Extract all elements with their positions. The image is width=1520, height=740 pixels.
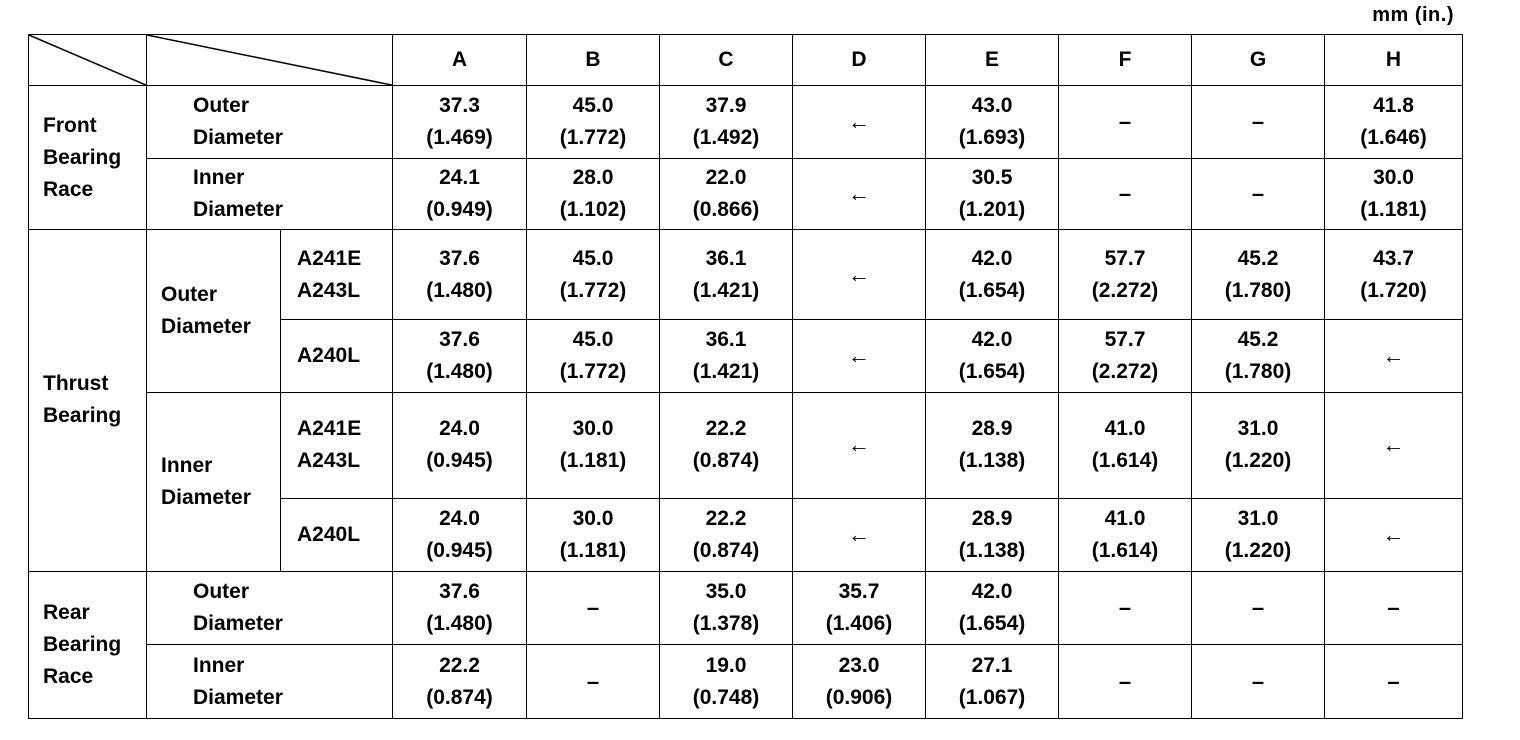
sub-label-inner-diameter: Inner Diameter (147, 645, 393, 719)
value-mm: 28.9 (971, 506, 1013, 530)
value-cell-b (527, 499, 660, 572)
value-mm: 45.2 (1237, 328, 1279, 351)
value-mm: 27.1 (971, 653, 1013, 677)
value-cell-e (926, 499, 1059, 572)
value-cell-f (1059, 499, 1192, 572)
value-mm: 36.1 (705, 246, 747, 270)
value-cell-g (1192, 320, 1325, 393)
value-in: (0.866) (692, 197, 760, 221)
value-cell-a (393, 320, 527, 393)
value-mm: 35.0 (705, 580, 747, 603)
value-cell-e (926, 86, 1059, 159)
value-in: (1.421) (692, 278, 760, 302)
col-header-f: F (1059, 35, 1192, 86)
not-applicable-dash: – (1251, 668, 1265, 694)
value-cell-d (793, 392, 926, 498)
col-header-b: B (527, 35, 660, 86)
value-in: (1.406) (825, 612, 893, 635)
value-cell-b (527, 158, 660, 230)
value-in: (0.906) (825, 685, 893, 709)
sub-label-inner-diameter: Inner Diameter (147, 158, 393, 230)
value-in: (1.181) (559, 449, 627, 473)
not-applicable-dash: – (1387, 595, 1400, 620)
value-cell-h (1325, 158, 1463, 230)
section-label-thrust-bearing: Thrust Bearing (29, 230, 147, 571)
value-cell-c (660, 499, 793, 572)
value-in: (1.201) (958, 197, 1026, 221)
value-mm: 37.6 (439, 246, 480, 270)
value-mm: 41.0 (1104, 417, 1146, 441)
value-cell-a (393, 571, 527, 645)
not-applicable-dash: – (1387, 668, 1400, 694)
diagonal-line (29, 35, 146, 85)
table-row (29, 571, 1463, 645)
col-header-c: C (660, 35, 793, 86)
value-mm: 37.6 (439, 328, 480, 351)
value-in: (1.780) (1224, 278, 1292, 302)
value-in: (2.272) (1091, 360, 1159, 383)
bearing-race-spec-table (28, 34, 1463, 719)
value-cell-c (660, 645, 793, 719)
value-mm: 37.6 (439, 580, 480, 603)
value-mm: 35.7 (838, 580, 880, 603)
value-in: (1.780) (1224, 360, 1292, 383)
value-cell-a (393, 645, 527, 719)
value-mm: 45.0 (572, 93, 614, 117)
value-cell-h (1325, 645, 1463, 719)
value-cell-h (1325, 86, 1463, 159)
value-in: (1.181) (1360, 197, 1427, 221)
value-cell-b (527, 392, 660, 498)
value-cell-c (660, 158, 793, 230)
value-in: (0.945) (426, 538, 493, 562)
value-cell-d (793, 645, 926, 719)
value-mm: 22.0 (705, 165, 747, 189)
same-as-left-arrow-icon: ← (848, 432, 870, 458)
value-cell-e (926, 230, 1059, 320)
value-mm: 45.0 (572, 246, 614, 270)
same-as-left-arrow-icon: ← (848, 180, 870, 206)
value-cell-g (1192, 571, 1325, 645)
value-cell-e (926, 571, 1059, 645)
value-cell-d (793, 320, 926, 393)
value-cell-e (926, 158, 1059, 230)
section-label-front-bearing-race: Front Bearing Race (29, 86, 147, 230)
model-label-a241e-a243l: A241E A243L (281, 392, 393, 498)
value-cell-f (1059, 230, 1192, 320)
same-as-left-arrow-icon: ← (848, 343, 870, 368)
value-cell-b (527, 645, 660, 719)
same-as-left-arrow-icon: ← (1382, 521, 1405, 547)
value-cell-a (393, 499, 527, 572)
value-in: (1.181) (559, 538, 627, 562)
value-in: (1.220) (1224, 538, 1292, 562)
value-cell-g (1192, 86, 1325, 159)
value-in: (1.138) (958, 538, 1026, 562)
value-cell-c (660, 320, 793, 393)
value-mm: 30.5 (971, 165, 1013, 189)
value-mm: 45.2 (1237, 246, 1279, 270)
value-mm: 22.2 (705, 417, 747, 441)
value-cell-b (527, 230, 660, 320)
value-mm: 22.2 (705, 506, 747, 530)
same-as-left-arrow-icon: ← (1382, 343, 1405, 368)
value-in: (1.654) (958, 360, 1026, 383)
table-row (29, 86, 1463, 159)
value-cell-c (660, 571, 793, 645)
value-in: (0.874) (426, 685, 493, 709)
value-cell-b (527, 320, 660, 393)
value-cell-f (1059, 571, 1192, 645)
value-in: (1.480) (426, 612, 493, 635)
value-mm: 24.0 (439, 417, 480, 441)
value-mm: 19.0 (705, 653, 747, 677)
value-cell-g (1192, 499, 1325, 572)
not-applicable-dash: – (1118, 595, 1132, 620)
model-label-a240l: A240L (281, 320, 393, 393)
model-label-a241e-a243l: A241E A243L (281, 230, 393, 320)
value-cell-e (926, 392, 1059, 498)
col-header-g: G (1192, 35, 1325, 86)
value-cell-f (1059, 645, 1192, 719)
value-cell-e (926, 645, 1059, 719)
value-cell-b (527, 86, 660, 159)
value-in: (0.874) (692, 538, 760, 562)
sub-label-outer-diameter: Outer Diameter (147, 86, 393, 159)
not-applicable-dash: – (1118, 108, 1132, 134)
value-mm: 24.0 (439, 506, 480, 530)
diagonal-line (147, 35, 392, 85)
not-applicable-dash: – (1118, 668, 1132, 694)
sub-label-outer-diameter: Outer Diameter (147, 571, 393, 645)
value-in: (1.772) (559, 125, 627, 149)
value-mm: 41.0 (1104, 506, 1146, 530)
value-mm: 30.0 (572, 417, 614, 441)
value-cell-c (660, 230, 793, 320)
value-in: (1.654) (958, 278, 1026, 302)
value-cell-g (1192, 158, 1325, 230)
value-in: (1.720) (1360, 278, 1427, 302)
header-row (29, 35, 1463, 86)
value-in: (1.614) (1091, 449, 1159, 473)
value-cell-d (793, 86, 926, 159)
col-header-d: D (793, 35, 926, 86)
value-cell-d (793, 230, 926, 320)
value-cell-h (1325, 320, 1463, 393)
value-in: (1.067) (958, 685, 1026, 709)
value-in: (1.492) (692, 125, 760, 149)
value-mm: 30.0 (572, 506, 614, 530)
value-mm: 43.0 (971, 93, 1013, 117)
value-mm: 43.7 (1373, 246, 1414, 270)
value-cell-d (793, 158, 926, 230)
value-cell-g (1192, 230, 1325, 320)
value-cell-d (793, 571, 926, 645)
value-mm: 45.0 (572, 328, 614, 351)
model-label-a240l: A240L (281, 499, 393, 572)
sub-label-outer-diameter: Outer Diameter (147, 230, 281, 393)
value-mm: 37.3 (439, 93, 480, 117)
value-mm: 28.0 (572, 165, 614, 189)
corner-diagonal-cell (29, 35, 147, 86)
value-cell-g (1192, 645, 1325, 719)
col-header-h: H (1325, 35, 1463, 86)
value-mm: 36.1 (705, 328, 747, 351)
not-applicable-dash: – (586, 668, 600, 694)
col-header-a: A (393, 35, 527, 86)
value-in: (1.138) (958, 449, 1026, 473)
value-mm: 57.7 (1104, 246, 1146, 270)
table-row (29, 645, 1463, 719)
value-mm: 24.1 (439, 165, 480, 189)
same-as-left-arrow-icon: ← (848, 521, 870, 547)
value-cell-b (527, 571, 660, 645)
sub-label-inner-diameter: Inner Diameter (147, 392, 281, 571)
value-mm: 41.8 (1373, 93, 1414, 117)
value-cell-c (660, 86, 793, 159)
value-in: (0.874) (692, 449, 760, 473)
value-mm: 42.0 (971, 328, 1013, 351)
not-applicable-dash: – (1118, 180, 1132, 206)
value-mm: 28.9 (971, 417, 1013, 441)
value-mm: 57.7 (1104, 328, 1146, 351)
value-mm: 30.0 (1373, 165, 1414, 189)
value-in: (1.469) (426, 125, 493, 149)
value-in: (1.614) (1091, 538, 1159, 562)
value-cell-c (660, 392, 793, 498)
same-as-left-arrow-icon: ← (1382, 432, 1405, 458)
value-in: (2.272) (1091, 278, 1159, 302)
value-cell-a (393, 230, 527, 320)
value-cell-h (1325, 571, 1463, 645)
value-in: (1.646) (1360, 125, 1427, 149)
section-label-rear-bearing-race: Rear Bearing Race (29, 571, 147, 718)
table-row (29, 392, 1463, 498)
value-cell-h (1325, 392, 1463, 498)
value-in: (1.480) (426, 360, 493, 383)
same-as-left-arrow-icon: ← (848, 261, 870, 287)
table-row (29, 158, 1463, 230)
value-cell-a (393, 86, 527, 159)
value-cell-f (1059, 320, 1192, 393)
value-cell-h (1325, 499, 1463, 572)
value-mm: 31.0 (1237, 417, 1279, 441)
value-in: (0.949) (426, 197, 493, 221)
value-mm: 42.0 (971, 580, 1013, 603)
value-cell-a (393, 158, 527, 230)
value-mm: 22.2 (439, 653, 480, 677)
value-in: (0.945) (426, 449, 493, 473)
value-cell-f (1059, 86, 1192, 159)
value-mm: 31.0 (1237, 506, 1279, 530)
value-cell-d (793, 499, 926, 572)
value-cell-f (1059, 158, 1192, 230)
same-as-left-arrow-icon: ← (848, 108, 870, 134)
value-in: (1.421) (692, 360, 760, 383)
value-in: (1.378) (692, 612, 760, 635)
table-row (29, 230, 1463, 320)
value-mm: 23.0 (838, 653, 880, 677)
value-in: (1.772) (559, 360, 627, 383)
value-in: (1.102) (559, 197, 627, 221)
col-header-e: E (926, 35, 1059, 86)
value-mm: 37.9 (705, 93, 747, 117)
value-cell-f (1059, 392, 1192, 498)
value-cell-h (1325, 230, 1463, 320)
not-applicable-dash: – (1251, 595, 1265, 620)
value-in: (1.480) (426, 278, 493, 302)
value-in: (0.748) (692, 685, 760, 709)
value-in: (1.693) (958, 125, 1026, 149)
sub-corner-diagonal-cell (147, 35, 393, 86)
not-applicable-dash: – (586, 595, 600, 620)
not-applicable-dash: – (1251, 108, 1265, 134)
not-applicable-dash: – (1251, 180, 1265, 206)
value-in: (1.772) (559, 278, 627, 302)
value-cell-a (393, 392, 527, 498)
value-in: (1.220) (1224, 449, 1292, 473)
value-cell-g (1192, 392, 1325, 498)
value-mm: 42.0 (971, 246, 1013, 270)
value-in: (1.654) (958, 612, 1026, 635)
value-cell-e (926, 320, 1059, 393)
unit-label: mm (in.) (1372, 4, 1454, 26)
